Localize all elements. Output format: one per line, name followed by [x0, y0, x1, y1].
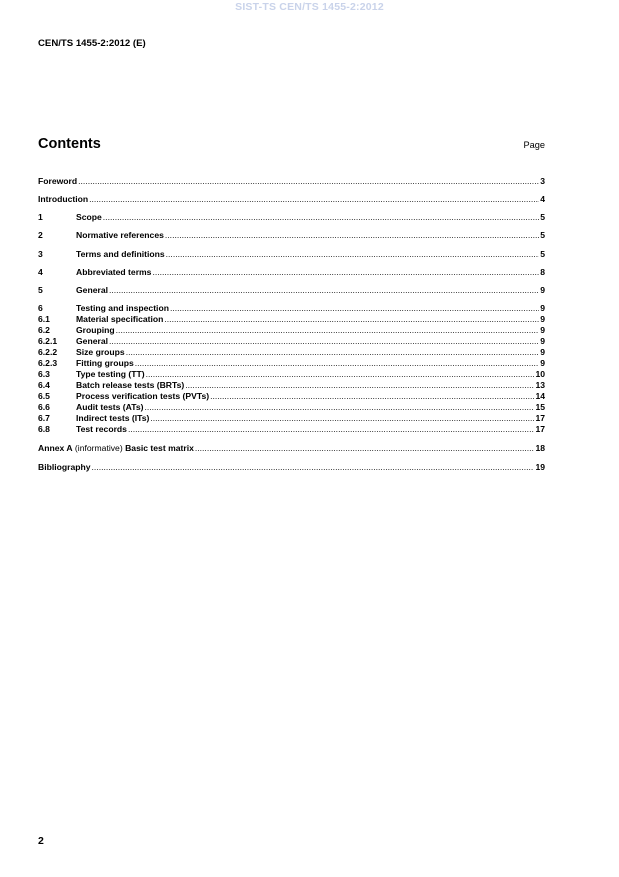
toc-entry-number: 6.2.2	[38, 347, 58, 357]
toc-leader-dots	[144, 402, 534, 413]
document-identifier: CEN/TS 1455-2:2012 (E)	[38, 38, 146, 49]
toc-leader-dots	[166, 249, 540, 260]
toc-entry-number: 5	[38, 285, 43, 295]
toc-entry[interactable]	[38, 303, 545, 314]
toc-entry-number: 6.7	[38, 413, 50, 423]
toc-entry[interactable]	[38, 443, 545, 454]
toc-entry-page: 5	[540, 212, 545, 222]
toc-entry[interactable]	[38, 325, 545, 336]
toc-entry-page: 13	[535, 380, 545, 390]
contents-heading: Contents	[38, 136, 101, 152]
toc-leader-dots	[170, 303, 539, 314]
toc-leader-dots	[128, 424, 534, 435]
toc-leader-dots	[195, 443, 535, 454]
toc-entry-title: Test records	[76, 424, 127, 434]
toc-entry-page: 17	[535, 413, 545, 423]
toc-entry-page: 8	[540, 267, 545, 277]
toc-leader-dots	[185, 380, 534, 391]
toc-leader-dots	[164, 314, 539, 325]
toc-entry-page: 9	[540, 336, 545, 346]
toc-entry-number: 1	[38, 212, 43, 222]
toc-leader-dots	[89, 194, 539, 205]
toc-entry[interactable]	[38, 285, 545, 296]
toc-entry-page: 9	[540, 303, 545, 313]
toc-entry-number: 6	[38, 303, 43, 313]
toc-entry-title: Type testing (TT)	[76, 369, 145, 379]
toc-leader-dots	[210, 391, 534, 402]
toc-entry-page: 9	[540, 285, 545, 295]
toc-entry-title: Process verification tests (PVTs)	[76, 391, 210, 401]
toc-entry-title: Bibliography	[38, 462, 91, 472]
toc-leader-dots	[109, 336, 539, 347]
toc-entry-number: 6.2.1	[38, 336, 58, 346]
toc-entry-title: General	[76, 285, 109, 295]
toc-entry-title: General	[76, 336, 109, 346]
toc-entry-number: 3	[38, 249, 43, 259]
toc-leader-dots	[165, 230, 539, 241]
toc-entry[interactable]	[38, 402, 545, 413]
toc-entry-number: 6.2	[38, 325, 50, 335]
toc-entry-page: 9	[540, 358, 545, 368]
toc-leader-dots	[152, 267, 539, 278]
toc-leader-dots	[92, 462, 535, 473]
toc-entry-title	[38, 443, 194, 454]
watermark: SIST-TS CEN/TS 1455-2:2012	[235, 1, 384, 13]
toc-entry-page: 4	[540, 194, 545, 204]
toc-entry-page: 5	[540, 249, 545, 259]
toc-entry-page: 17	[535, 424, 545, 434]
toc-entry[interactable]	[38, 230, 545, 241]
toc-entry-title: Material specification	[76, 314, 164, 324]
toc-entry-title: Indirect tests (ITs)	[76, 413, 150, 423]
toc-entry-number: 6.6	[38, 402, 50, 412]
toc-entry-title: Terms and definitions	[76, 249, 165, 259]
toc-entry-title: Scope	[76, 212, 102, 222]
toc-entry[interactable]	[38, 391, 545, 402]
page-number: 2	[38, 835, 44, 847]
toc-entry[interactable]	[38, 194, 545, 205]
annex-informative-label: (informative)	[72, 443, 126, 453]
toc-leader-dots	[78, 176, 539, 187]
toc-entry-title: Batch release tests (BRTs)	[76, 380, 185, 390]
toc-entry-page: 9	[540, 347, 545, 357]
toc-entry-number: 6.4	[38, 380, 50, 390]
annex-title: Basic test matrix	[125, 443, 194, 453]
toc-entry-title: Grouping	[76, 325, 115, 335]
toc-entry-number: 6.5	[38, 391, 50, 401]
toc-leader-dots	[116, 325, 540, 336]
toc-entry[interactable]	[38, 413, 545, 424]
toc-entry-number: 6.3	[38, 369, 50, 379]
toc-entry[interactable]	[38, 462, 545, 473]
toc-entry[interactable]	[38, 212, 545, 223]
toc-leader-dots	[135, 358, 539, 369]
toc-entry-title: Testing and inspection	[76, 303, 169, 313]
toc-leader-dots	[150, 413, 534, 424]
toc-entry[interactable]	[38, 369, 545, 380]
toc-entry-page: 18	[535, 443, 545, 453]
toc-entry-page: 15	[535, 402, 545, 412]
toc-entry-page: 9	[540, 314, 545, 324]
toc-entry-page: 5	[540, 230, 545, 240]
toc-entry[interactable]	[38, 314, 545, 325]
toc-entry[interactable]	[38, 336, 545, 347]
toc-entry-title: Introduction	[38, 194, 89, 204]
toc-leader-dots	[146, 369, 535, 380]
toc-entry-page: 9	[540, 325, 545, 335]
toc-entry-number: 4	[38, 267, 43, 277]
toc-entry-page: 19	[535, 462, 545, 472]
toc-entry-page: 14	[535, 391, 545, 401]
toc-entry-title: Foreword	[38, 176, 78, 186]
toc-leader-dots	[109, 285, 539, 296]
toc-entry[interactable]	[38, 176, 545, 187]
toc-entry[interactable]	[38, 347, 545, 358]
toc-entry-title: Fitting groups	[76, 358, 134, 368]
toc-entry[interactable]	[38, 267, 545, 278]
toc-entry[interactable]	[38, 380, 545, 391]
toc-entry[interactable]	[38, 358, 545, 369]
toc-entry-page: 10	[535, 369, 545, 379]
toc-entry-title: Abbreviated terms	[76, 267, 152, 277]
toc-leader-dots	[126, 347, 540, 358]
toc-entry-page: 3	[540, 176, 545, 186]
toc-entry-number: 6.1	[38, 314, 50, 324]
toc-entry-number: 6.8	[38, 424, 50, 434]
page-column-label: Page	[523, 140, 545, 150]
toc-entry[interactable]	[38, 249, 545, 260]
toc-entry[interactable]	[38, 424, 545, 435]
annex-label: Annex A	[38, 443, 73, 453]
toc-entry-number: 2	[38, 230, 43, 240]
toc-entry-number: 6.2.3	[38, 358, 58, 368]
toc-entry-title: Audit tests (ATs)	[76, 402, 144, 412]
toc-leader-dots	[103, 212, 539, 223]
toc-entry-title: Normative references	[76, 230, 164, 240]
toc-entry-title: Size groups	[76, 347, 125, 357]
